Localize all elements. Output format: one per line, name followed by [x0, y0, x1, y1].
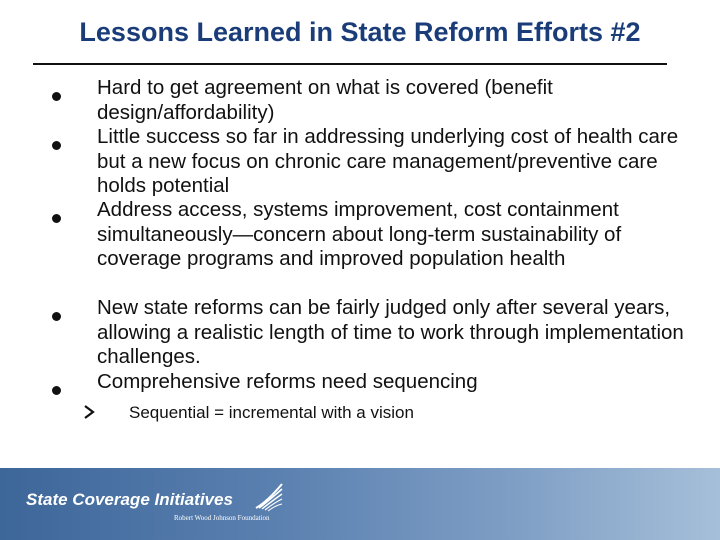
footer-foundation: Robert Wood Johnson Foundation: [174, 514, 270, 522]
bullet-marker-5: [52, 386, 61, 395]
bullet-text-4: New state reforms can be fairly judged only after several years, allowing a realistic length of time to work through implementation challenges.: [97, 296, 684, 368]
bullet-text-1: Hard to get agreement on what is covered (benefit design/affordability): [97, 76, 553, 124]
arrow-bullet-icon: [83, 405, 95, 419]
bullet-marker-2: [52, 141, 61, 150]
footer-band: [0, 468, 720, 540]
bullet-text-2: Little success so far in addressing underlying cost of health care but a new focus on chronic care management/preventive care holds potential: [97, 125, 679, 197]
eagle-wing-icon: [253, 481, 285, 513]
bullet-text-5: Comprehensive reforms need sequencing: [97, 370, 478, 393]
bullet-text-3: Address access, systems improvement, cost containment simultaneously—concern about long-term sustainability of coverage programs and improved population health: [97, 198, 622, 270]
bullet-marker-1: [52, 92, 61, 101]
bullet-marker-4: [52, 312, 61, 321]
bullet-marker-3: [52, 214, 61, 223]
sub-bullet-text: Sequential = incremental with a vision: [129, 403, 414, 422]
slide-title: Lessons Learned in State Reform Efforts #2: [79, 17, 641, 47]
footer-brand: State Coverage Initiatives: [26, 490, 233, 509]
